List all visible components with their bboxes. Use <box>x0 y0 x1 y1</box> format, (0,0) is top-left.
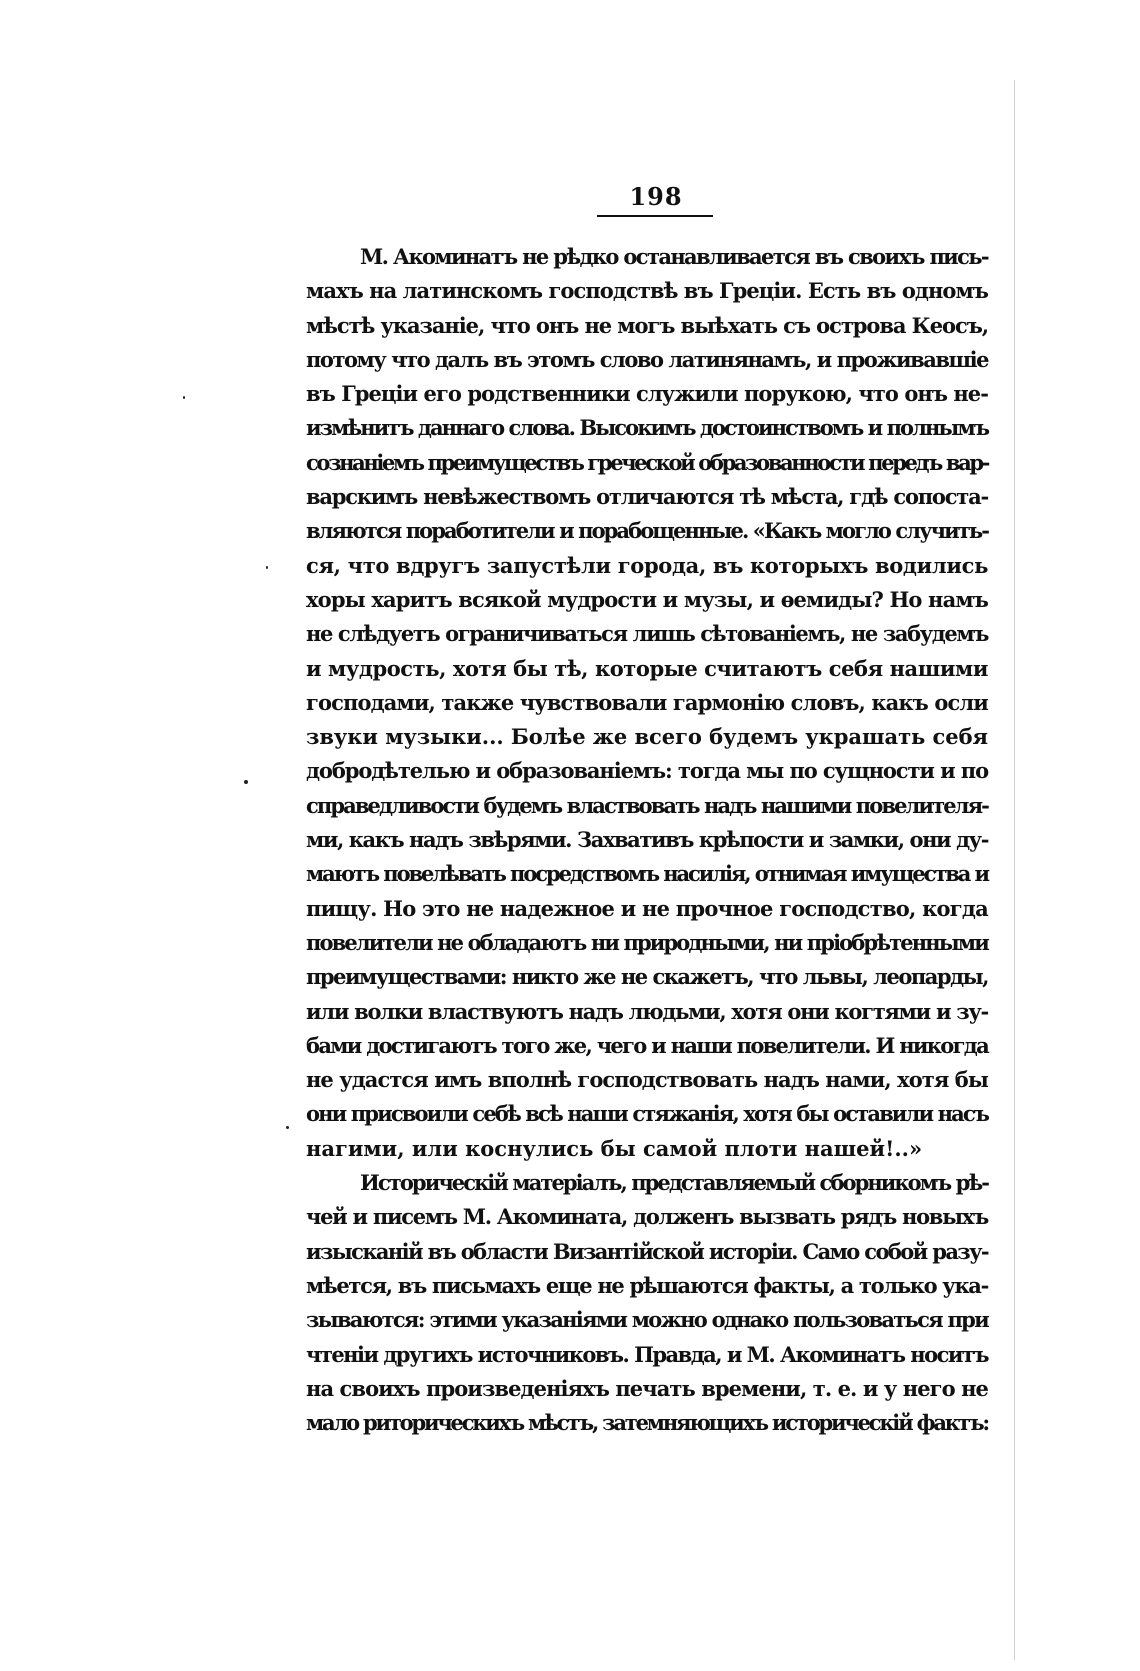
text-line: мало риторическихъ мѣстъ, затемняющихъ историческій фактъ: <box>306 1410 988 1436</box>
text-line: М. Акоминатъ не рѣдко останавливается въ своихъ пись- <box>360 244 988 269</box>
text-line: не слѣдуетъ ограничиваться лишь сѣтованіемъ, не забудемъ <box>306 621 988 647</box>
paragraph <box>306 240 988 1166</box>
text-line: измѣнитъ даннаго слова. Высокимъ достоинствомъ и полнымъ <box>306 415 988 441</box>
text-line: мѣстѣ указаніе, что онъ не могъ выѣхать съ острова Кеосъ, <box>306 312 988 338</box>
text-line: маютъ повелѣвать посредствомъ насилія, отнимая имущества и <box>306 861 988 887</box>
text-line: справедливости будемъ властвовать надъ нашими повелителя- <box>306 792 988 818</box>
text-line: не удастся имъ вполнѣ господствовать надъ нами, хотя бы <box>306 1067 988 1093</box>
text-line: изысканій въ области Византійской исторіи. Само собой разу- <box>306 1238 988 1264</box>
text-line: пищу. Но это не надежное и не прочное господство, когда <box>306 895 988 921</box>
ink-speck <box>183 396 185 399</box>
text-line: Историческій матеріалъ, представляемый сборникомъ рѣ- <box>360 1170 988 1196</box>
text-line: нагими, или коснулись бы самой плоти нашей!..» <box>306 1135 923 1161</box>
text-line: повелители не обладаютъ ни природными, ни пріобрѣтенными <box>306 929 988 955</box>
text-line: въ Греціи его родственники служили порукою, что онъ не- <box>306 381 988 407</box>
ink-speck <box>286 1126 289 1129</box>
page-number: 198 <box>629 182 683 211</box>
text-line: сознаніемъ преимуществъ греческой образованности передъ вар- <box>306 449 988 475</box>
text-line: на своихъ произведеніяхъ печать времени, т. е. и у него не <box>306 1375 988 1401</box>
text-line: или волки властвуютъ надъ людьми, хотя они когтями и зу- <box>306 998 988 1024</box>
text-line: бами достигаютъ того же, чего и наши повелители. И никогда <box>306 1032 988 1058</box>
text-line: мѣется, въ письмахъ еще не рѣшаются факты, а только ука- <box>306 1272 988 1298</box>
text-line: хоры харитъ всякой мудрости и музы, и ѳемиды? Но намъ <box>306 586 988 612</box>
text-line: преимуществами: никто же не скажетъ, что львы, леопарды, <box>306 964 988 990</box>
text-line: вляются поработители и порабощенные. «Какъ могло случить- <box>306 518 988 544</box>
page-edge-line <box>1014 80 1015 1660</box>
text-line: потому что далъ въ этомъ слово латинянамъ, и проживавшіе <box>306 346 988 372</box>
text-line: чей и писемъ М. Акомината, долженъ вызвать рядъ новыхъ <box>306 1204 988 1230</box>
text-line: махъ на латинскомъ господствѣ въ Греціи. Есть въ одномъ <box>306 278 988 304</box>
text-line: они присвоили себѣ всѣ наши стяжанія, хотя бы оставили насъ <box>306 1101 988 1127</box>
text-line: добродѣтелью и образованіемъ: тогда мы по сущности и по <box>306 758 988 784</box>
text-line: ми, какъ надъ звѣрями. Захвативъ крѣпости и замки, они ду- <box>306 827 988 853</box>
ink-speck <box>266 566 268 569</box>
text-block <box>306 240 988 1440</box>
page-number-rule <box>597 215 713 217</box>
text-line: чтеніи другихъ источниковъ. Правда, и М. Акоминатъ носитъ <box>306 1341 988 1367</box>
text-line: господами, также чувствовали гармонію словъ, какъ осли <box>306 689 988 715</box>
text-line: звуки музыки... Болѣе же всего будемъ украшать себя <box>306 724 988 750</box>
text-line: варскимъ невѣжествомъ отличаются тѣ мѣста, гдѣ сопоста- <box>306 484 988 510</box>
text-line: ся, что вдругъ запустѣли города, въ которыхъ водились <box>306 552 988 578</box>
text-line: и мудрость, хотя бы тѣ, которые считаютъ себя нашими <box>306 655 988 681</box>
paragraph <box>306 1166 988 1440</box>
ink-speck <box>244 780 248 784</box>
text-line: зываются: этими указаніями можно однако пользоваться при <box>306 1307 988 1333</box>
